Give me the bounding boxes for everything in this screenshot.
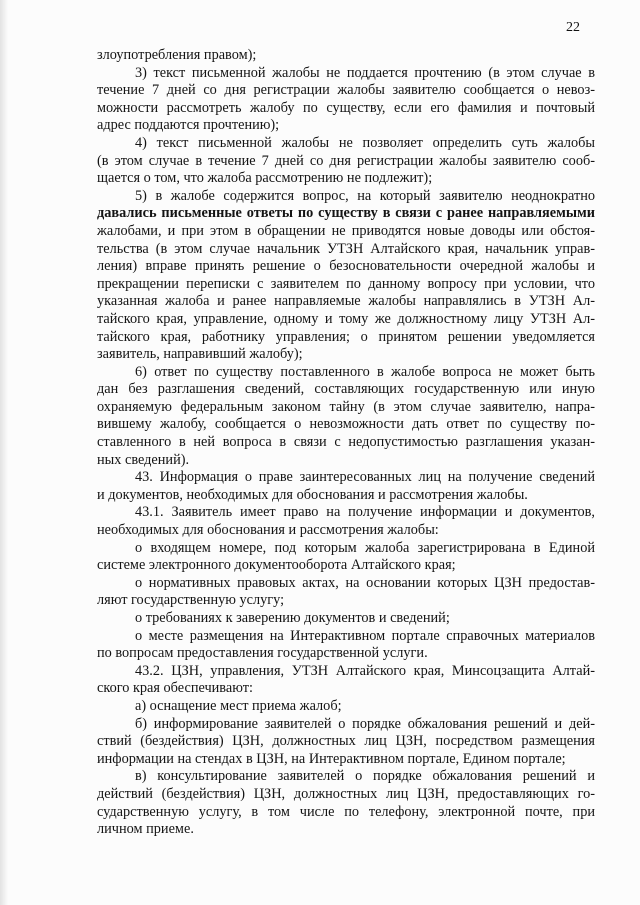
text-line: ных сведений). — [97, 451, 190, 468]
text-line: щается о том, что жалоба рассмотрению не подлежит); — [97, 170, 433, 187]
text-line: по вопросам предоставления государственной услуги. — [97, 645, 428, 662]
text-line: необходимых для обоснования и рассмотрения жалобы: — [97, 522, 439, 539]
text-line: 3) текст письменной жалобы не поддается прочтению (в этом случае в — [135, 64, 595, 81]
text-line: действий (бездействия) ЦЗН, должностных лиц ЦЗН, предоставляющих го- — [97, 785, 595, 802]
text-line: охраняемую федеральным законом тайну (в этом случае заявителю, напра- — [97, 398, 595, 415]
text-line: давались письменные ответы по существу в связи с ранее направляемыми — [97, 205, 595, 222]
scan-edge-shadow — [0, 0, 8, 905]
text-line: тельства (в этом случае начальник УТЗН Алтайского края, начальник управ- — [97, 240, 595, 257]
text-line: тайского края, работнику управления; о принятом решении уведомляется — [97, 328, 595, 345]
text-line: а) оснащение мест приема жалоб; — [135, 697, 342, 714]
text-line: адрес поддаются прочтению); — [97, 117, 280, 134]
text-line: ления) вправе принять решение о безосновательности очередной жалобы и — [97, 258, 595, 275]
text-line: личном приеме. — [97, 821, 194, 838]
text-line: (в этом случае в течение 7 дней со дня регистрации жалобы заявителю сооб- — [97, 152, 595, 169]
text-line: 43. Информация о праве заинтересованных лиц на получение сведений — [135, 469, 595, 486]
text-line: ляют государственную услугу; — [97, 592, 285, 609]
document-body — [97, 47, 595, 839]
text-line: и документов, необходимых для обоснования и рассмотрения жалобы. — [97, 486, 528, 503]
text-line: сударственную услугу, в том числе по телефону, электронной почте, при — [97, 803, 595, 820]
text-line: в) консультирование заявителей о порядке обжалования решений и — [135, 768, 595, 785]
text-line: системе электронного документооборота Алтайского края; — [97, 557, 456, 574]
text-line: 4) текст письменной жалобы не позволяет определить суть жалобы — [135, 134, 595, 151]
text-line: заявитель, направивший жалобу); — [97, 346, 303, 363]
text-line: о требованиях к заверению документов и сведений; — [135, 610, 450, 626]
text-line: злоупотребления правом); — [97, 47, 257, 63]
page-number: 22 — [566, 20, 580, 35]
text-line: о месте размещения на Интерактивном портале справочных материалов — [135, 627, 595, 644]
text-line: жалобами, и при этом в обращении не приводятся новые доводы или обстоя- — [97, 222, 595, 239]
text-line: о нормативных правовых актах, на основании которых ЦЗН предостав- — [135, 574, 595, 591]
text-line: ского края обеспечивают: — [97, 680, 253, 697]
text-line: ставленного в ней вопроса в связи с недопустимостью разглашения указан- — [97, 434, 595, 451]
text-line: прекращении переписки с заявителем по данному вопросу при условии, что — [97, 275, 595, 292]
text-line: можности рассмотреть жалобу по существу, если его фамилия и почтовый — [97, 99, 595, 116]
text-line: ствий (бездействия) ЦЗН, должностных лиц ЦЗН, посредством размещения — [97, 733, 595, 750]
text-line: 43.2. ЦЗН, управления, УТЗН Алтайского края, Минсоцзащита Алтай- — [135, 662, 595, 679]
text-line: 43.1. Заявитель имеет право на получение информации и документов, — [135, 504, 595, 521]
text-line: информации на стендах в ЦЗН, на Интерактивном портале, Едином портале; — [97, 750, 566, 767]
text-line: 5) в жалобе содержится вопрос, на который заявителю неоднократно — [135, 187, 595, 204]
text-line: течение 7 дней со дня регистрации жалобы заявителю сообщается о невоз- — [97, 82, 595, 99]
text-line: вившему жалобу, сообщается о невозможности дать ответ по существу по- — [97, 416, 595, 433]
text-line: тайского края, управление, одному и тому же должностному лицу УТЗН Ал- — [97, 310, 595, 327]
text-line: 6) ответ по существу поставленного в жалобе вопроса не может быть — [135, 363, 595, 380]
text-line: б) информирование заявителей о порядке обжалования решений и дей- — [135, 715, 595, 732]
text-line: о входящем номере, под которым жалоба зарегистрирована в Единой — [135, 539, 595, 556]
text-line: дан без разглашения сведений, составляющих государственную или иную — [97, 381, 595, 398]
text-line: указанная жалоба и ранее направляемые жалобы направлялись в УТЗН Ал- — [97, 293, 595, 310]
